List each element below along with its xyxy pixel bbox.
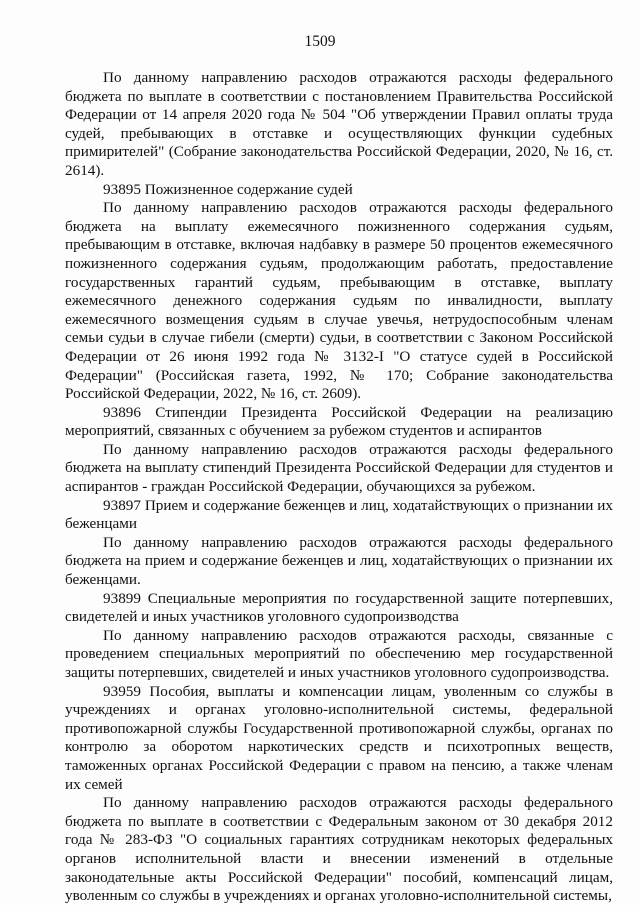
paragraph-93895-description: По данному направлению расходов отражаются расходы федерального бюджета на выплату ежемесячного пожизненного содержания судьям, пребывающим в отставке, включая надбавку в размере 50 процентов ежемесячного пожизненного содержания судьям, продолжающим работать, предоставление государственных гарантий судьям, пребывающим в отставке, выплату ежемесячного денежного содержания судьям по инвалидности, выплату ежемесячного возмещения судьям в случае увечья, нетрудоспособным членам семьи судьи в случае гибели (смерти) судьи, в соответствии с Законом Российской Федерации от 26 июня 1992 года № 3132-I "О статусе судей в Российской Федерации" (Российская газета, 1992, № 170; Собрание законодательства Российской Федерации, 2022, № 16, ст. 2609). (65, 199, 613, 403)
paragraph-93899-description: По данному направлению расходов отражаются расходы, связанные с проведением специальных мероприятий по обеспечению мер государственной защиты потерпевших, свидетелей и иных участников уголовного судопроизводства. (65, 626, 613, 681)
heading-93897: 93897 Прием и содержание беженцев и лиц, ходатайствующих о признании их беженцами (65, 496, 613, 533)
heading-93895: 93895 Пожизненное содержание судей (103, 180, 353, 198)
paragraph-504-resolution: По данному направлению расходов отражаются расходы федерального бюджета по выплате в соответствии с постановлением Правительства Российской Федерации от 14 апреля 2020 года № 504 "Об утверждении Правил оплаты труда судей, пребывающих в отставке и осуществляющих функции судебных примирителей" (Собрание законодательства Российской Федерации, 2020, № 16, ст. 2614). (65, 69, 613, 179)
page-number: 1509 (304, 33, 336, 50)
heading-93899: 93899 Специальные мероприятия по государственной защите потерпевших, свидетелей и иных участников уголовного судопроизводства (65, 589, 613, 626)
heading-93896: 93896 Стипендии Президента Российской Федерации на реализацию мероприятий, связанных с обучением за рубежом студентов и аспирантов (65, 403, 613, 440)
paragraph-93896-description: По данному направлению расходов отражаются расходы федерального бюджета на выплату стипендий Президента Российской Федерации для студентов и аспирантов - граждан Российской Федерации, обучающихся за рубежом. (65, 440, 613, 496)
paragraph-93897-description: По данному направлению расходов отражаются расходы федерального бюджета на прием и содержание беженцев и лиц, ходатайствующих о признании их беженцами. (65, 533, 613, 589)
heading-93959: 93959 Пособия, выплаты и компенсации лицам, уволенным со службы в учреждениях и органах уголовно-исполнительной системы, федеральной противопожарной службы Государственной противопожарной службы, органах по контролю за оборотом наркотических средств и психотропных веществ, таможенных органах Российской Федерации с правом на пенсию, а также членам их семей (65, 682, 613, 793)
document-body (65, 69, 613, 906)
paragraph-93959-description: По данному направлению расходов отражаются расходы федерального бюджета по выплате в соответствии с Федеральным законом от 30 декабря 2012 года № 283-ФЗ "О социальных гарантиях сотрудникам некоторых федеральных органов исполнительной власти и внесении изменений в отдельные законодательные акты Российской Федерации" пособий, компенсаций лицам, уволенным со службы в учреждениях и органах уголовно-исполнительной системы, (65, 794, 613, 905)
